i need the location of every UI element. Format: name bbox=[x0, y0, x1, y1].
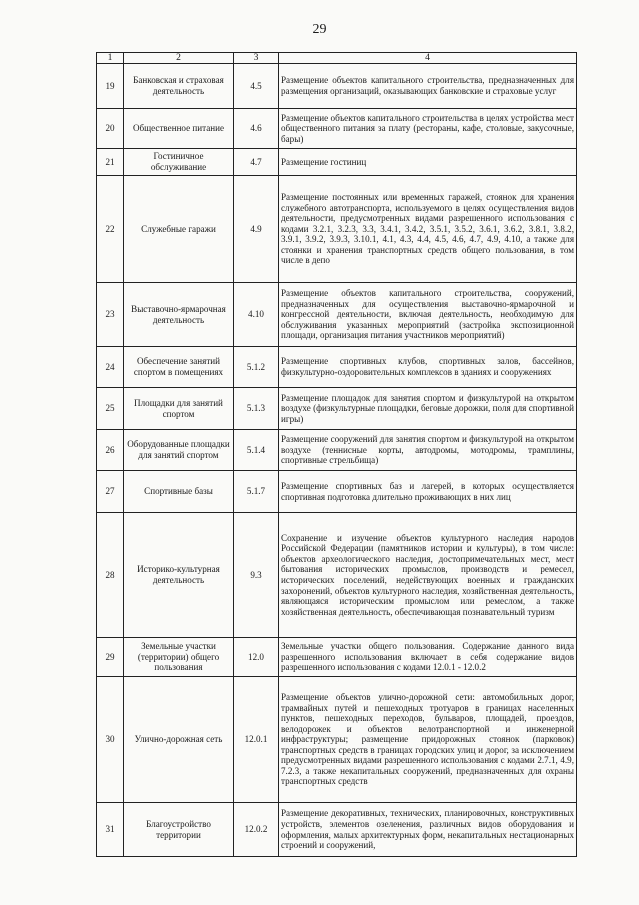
land-use-code: 5.1.3 bbox=[234, 388, 279, 430]
row-number: 30 bbox=[97, 677, 124, 803]
land-use-name: Банковская и страховая деятельность bbox=[124, 64, 234, 109]
land-use-name: Земельные участки (территории) общего пользования bbox=[124, 638, 234, 677]
table-row bbox=[97, 64, 577, 109]
table-row bbox=[97, 677, 577, 803]
row-number: 29 bbox=[97, 638, 124, 677]
table-row bbox=[97, 430, 577, 471]
table-row bbox=[97, 513, 577, 638]
land-use-description: Размещение спортивных баз и лагерей, в которых осуществляется спортивная подготовка длительно проживающих в них лиц bbox=[279, 471, 577, 513]
row-number: 19 bbox=[97, 64, 124, 109]
land-use-name: Гостиничное обслуживание bbox=[124, 149, 234, 176]
land-use-table bbox=[96, 52, 577, 857]
table-row bbox=[97, 176, 577, 283]
header-cell: 1 bbox=[97, 53, 124, 64]
table-row bbox=[97, 347, 577, 388]
land-use-description: Размещение сооружений для занятия спортом и физкультурой на открытом воздухе (теннисные корты, автодромы, мотодромы, трамплины, спортивные стрельбища) bbox=[279, 430, 577, 471]
row-number: 24 bbox=[97, 347, 124, 388]
land-use-description: Размещение постоянных или временных гаражей, стоянок для хранения служебного автотранспорта, используемого в целях осуществления видов деятельности, предусмотренных видами разрешенного использования с кодами 3.2.1, 3.2.3, 3.3, 3.4.1, 3.4.2, 3.5.1, 3.5.2, 3.6.1, 3.6.2, 3.8.1, 3.8.2, 3.9.1, 3.9.2, 3.9.3, 3.10.1, 4.1, 4.3, 4.4, 4.5, 4.6, 4.7, 4.9, 4.10, а также для стоянки и хранения транспортных средств общего пользования, в том числе в депо bbox=[279, 176, 577, 283]
table-row bbox=[97, 803, 577, 857]
land-use-name: Оборудованные площадки для занятий спортом bbox=[124, 430, 234, 471]
land-use-name: Спортивные базы bbox=[124, 471, 234, 513]
row-number: 25 bbox=[97, 388, 124, 430]
page-number: 29 bbox=[312, 22, 327, 37]
row-number: 21 bbox=[97, 149, 124, 176]
land-use-description: Размещение спортивных клубов, спортивных залов, бассейнов, физкультурно-оздоровительных комплексов в зданиях и сооружениях bbox=[279, 347, 577, 388]
land-use-code: 12.0.1 bbox=[234, 677, 279, 803]
land-use-name: Служебные гаражи bbox=[124, 176, 234, 283]
land-use-name: Площадки для занятий спортом bbox=[124, 388, 234, 430]
table-row bbox=[97, 283, 577, 347]
table-row bbox=[97, 638, 577, 677]
table-row bbox=[97, 388, 577, 430]
row-number: 23 bbox=[97, 283, 124, 347]
land-use-code: 9.3 bbox=[234, 513, 279, 638]
header-cell: 4 bbox=[279, 53, 577, 64]
land-use-code: 12.0 bbox=[234, 638, 279, 677]
row-number: 22 bbox=[97, 176, 124, 283]
row-number: 26 bbox=[97, 430, 124, 471]
land-use-code: 4.9 bbox=[234, 176, 279, 283]
land-use-description: Размещение декоративных, технических, планировочных, конструктивных устройств, элементов озеленения, различных видов оборудования и оформления, малых архитектурных форм, некапитальных нестационарных строений и сооружений, bbox=[279, 803, 577, 857]
land-use-name: Благоустройство территории bbox=[124, 803, 234, 857]
land-use-description: Размещение гостиниц bbox=[279, 149, 577, 176]
land-use-description: Размещение объектов капитального строительства, предназначенных для размещения организаций, оказывающих банковские и страховые услуг bbox=[279, 64, 577, 109]
header-cell: 3 bbox=[234, 53, 279, 64]
header-cell: 2 bbox=[124, 53, 234, 64]
land-use-name: Общественное питание bbox=[124, 109, 234, 149]
land-use-code: 5.1.4 bbox=[234, 430, 279, 471]
row-number: 28 bbox=[97, 513, 124, 638]
land-use-description: Сохранение и изучение объектов культурного наследия народов Российской Федерации (памятников истории и культуры), в том числе: объектов археологического наследия, достопримечательных мест, мест бытования исторических промыслов, производств и ремесел, исторических поселений, недействующих военных и гражданских захоронений, объектов культурного наследия, хозяйственная деятельность, являющаяся историческим промыслом или ремеслом, а также хозяйственная деятельность, обеспечивающая познавательный туризм bbox=[279, 513, 577, 638]
row-number: 27 bbox=[97, 471, 124, 513]
row-number: 31 bbox=[97, 803, 124, 857]
land-use-code: 4.10 bbox=[234, 283, 279, 347]
land-use-description: Земельные участки общего пользования. Содержание данного вида разрешенного использования включает в себя содержание видов разрешенного использования с кодами 12.0.1 - 12.0.2 bbox=[279, 638, 577, 677]
land-use-code: 4.6 bbox=[234, 109, 279, 149]
table-header-row bbox=[97, 53, 577, 64]
land-use-name: Обеспечение занятий спортом в помещениях bbox=[124, 347, 234, 388]
table-row bbox=[97, 149, 577, 176]
land-use-name: Улично-дорожная сеть bbox=[124, 677, 234, 803]
land-use-code: 12.0.2 bbox=[234, 803, 279, 857]
table-row bbox=[97, 109, 577, 149]
land-use-code: 5.1.7 bbox=[234, 471, 279, 513]
land-use-code: 4.5 bbox=[234, 64, 279, 109]
land-use-name: Выставочно-ярмарочная деятельность bbox=[124, 283, 234, 347]
land-use-code: 4.7 bbox=[234, 149, 279, 176]
table-row bbox=[97, 471, 577, 513]
land-use-code: 5.1.2 bbox=[234, 347, 279, 388]
land-use-description: Размещение объектов капитального строительства, сооружений, предназначенных для осуществления выставочно-ярмарочной и конгрессной деятельности, включая деятельность, необходимую для обслуживания указанных мероприятий (застройка экспозиционной площади, организация питания участников мероприятий) bbox=[279, 283, 577, 347]
row-number: 20 bbox=[97, 109, 124, 149]
land-use-name: Историко-культурная деятельность bbox=[124, 513, 234, 638]
land-use-description: Размещение объектов капитального строительства в целях устройства мест общественного питания за плату (рестораны, кафе, столовые, закусочные, бары) bbox=[279, 109, 577, 149]
land-use-description: Размещение площадок для занятия спортом и физкультурой на открытом воздухе (физкультурные площадки, беговые дорожки, поля для спортивной игры) bbox=[279, 388, 577, 430]
land-use-description: Размещение объектов улично-дорожной сети: автомобильных дорог, трамвайных путей и пешеходных тротуаров в границах населенных пунктов, пешеходных переходов, бульваров, площадей, проездов, велодорожек и объектов велотранспортной и инженерной инфраструктуры; размещение придорожных стоянок (парковок) транспортных средств в границах городских улиц и дорог, за исключением предусмотренных видами разрешенного использования с кодами 2.7.1, 4.9, 7.2.3, а также некапитальных сооружений, предназначенных для охраны транспортных средств bbox=[279, 677, 577, 803]
